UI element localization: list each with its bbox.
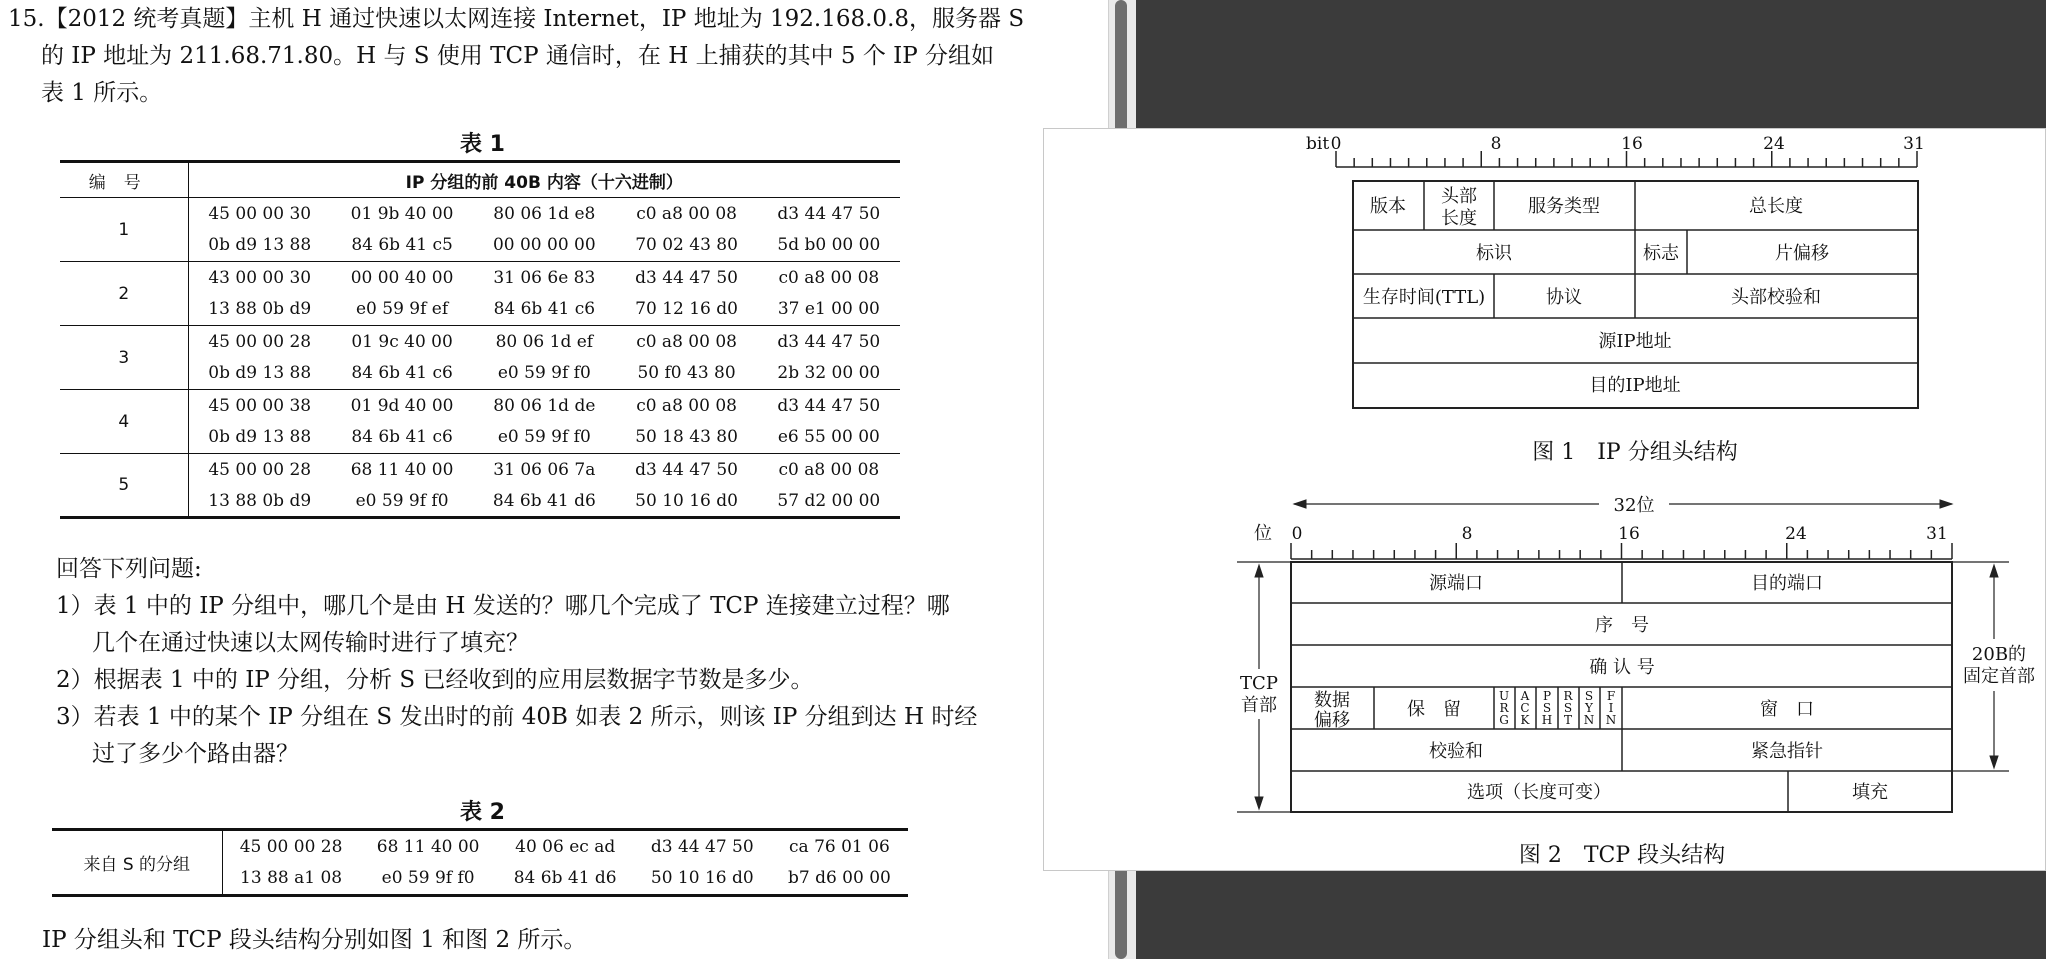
table1-row-num: 3 (60, 326, 188, 390)
fig2-flag-fin: F I N (1605, 689, 1617, 727)
hex-cell: 00 00 00 00 (473, 230, 615, 262)
hex-cell: 45 00 00 28 (208, 459, 312, 480)
fig2-flag-ack: A C K (1520, 689, 1530, 727)
fig1-field-identification: 标识 (1476, 243, 1512, 264)
table2-source-label: 来自 S 的分组 (52, 830, 222, 896)
table2 (52, 828, 908, 897)
question-3-line-2: 过了多少个路由器？ (92, 741, 299, 767)
fig2-left-label-1: TCP (1240, 673, 1278, 694)
fig1-field-ihl-2: 长度 (1441, 208, 1477, 229)
fig2-caption: 图 2 TCP 段头结构 (1518, 843, 1726, 868)
fig1-tick-label: 8 (1490, 134, 1502, 154)
fig1-field-flags: 标志 (1643, 243, 1679, 264)
hex-cell: 84 6b 41 c6 (473, 294, 615, 326)
hex-cell: 2b 32 00 00 (758, 358, 900, 390)
hex-cell: 84 6b 41 d6 (513, 868, 617, 889)
question-2: 2）根据表 1 中的 IP 分组，分析 S 已经收到的应用层数据字节数是多少。 (56, 667, 814, 693)
figures-svg (1044, 129, 2046, 872)
hex-cell: 80 06 1d ef (495, 331, 594, 352)
hex-cell: 80 06 1d e8 (493, 203, 596, 224)
fig2-tick-label: 0 (1291, 524, 1303, 544)
table1-header-content: IP 分组的前 40B 内容（十六进制） (188, 162, 900, 198)
fig2-tick-label: 16 (1618, 524, 1640, 544)
fig2-field-ack: 确 认 号 (1589, 657, 1655, 678)
fig2-width-label: 32位 (1613, 495, 1655, 516)
fig2-flag-urg: U R G (1498, 689, 1510, 727)
hex-cell: 68 11 40 00 (350, 459, 454, 480)
hex-cell: c0 a8 00 08 (778, 459, 880, 480)
hex-cell: d3 44 47 50 (777, 203, 881, 224)
question-3-line-1: 3）若表 1 中的某个 IP 分组在 S 发出时的前 40B 如表 2 所示，则该 IP 分组到达 H 时经 (56, 704, 978, 730)
fig1-field-protocol: 协议 (1546, 287, 1582, 308)
hex-cell: d3 44 47 50 (635, 459, 738, 480)
question-intro (8, 1, 1025, 112)
table1 (60, 160, 900, 519)
fig2-left-arrowhead-bottom (1255, 797, 1263, 809)
hex-cell: c0 a8 00 08 (636, 203, 737, 224)
hex-cell: 01 9b 40 00 (350, 203, 454, 224)
hex-cell: 45 00 00 28 (239, 836, 343, 857)
fig1-field-tos: 服务类型 (1528, 196, 1600, 217)
hex-cell: 70 12 16 d0 (615, 294, 757, 326)
hex-cell: ca 76 01 06 (789, 836, 890, 857)
table1-row-num: 5 (60, 454, 188, 518)
hex-cell: 84 6b 41 c6 (331, 358, 473, 390)
fig1-field-checksum: 头部校验和 (1731, 287, 1821, 308)
table1-row-num: 4 (60, 390, 188, 454)
question-line-2: 的 IP 地址为 211.68.71.80。H 与 S 使用 TCP 通信时，在 H 上捕获的其中 5 个 IP 分组如 (41, 43, 995, 69)
fig2-flag-psh: P S H (1541, 689, 1553, 727)
hex-cell: 84 6b 41 c6 (331, 422, 473, 454)
hex-cell: 84 6b 41 c5 (331, 230, 473, 262)
fig2-bit-ruler (1291, 543, 1952, 559)
answer-prompt: 回答下列问题: (56, 556, 202, 582)
fig1-tick-label: 0 (1330, 134, 1342, 154)
hex-cell: c0 a8 00 08 (778, 267, 880, 288)
hex-cell: e0 59 9f f0 (355, 490, 449, 511)
fig2-field-padding: 填充 (1852, 782, 1888, 803)
hex-cell: 84 6b 41 d6 (492, 490, 596, 511)
hex-cell: 80 06 1d de (493, 395, 596, 416)
hex-cell: 0b d9 13 88 (188, 422, 331, 454)
hex-cell: 45 00 00 30 (208, 203, 312, 224)
fig2-field-checksum: 校验和 (1429, 741, 1483, 762)
fig2-field-dst-port: 目的端口 (1751, 573, 1823, 594)
question-line-1: 15.【2012 统考真题】主机 H 通过快速以太网连接 Internet，IP 地址为 192.168.0.8，服务器 S (8, 6, 1025, 32)
fig2-arrowhead-right (1940, 500, 1952, 508)
hex-cell: 37 e1 00 00 (758, 294, 900, 326)
fig1-bit-label: bit (1306, 134, 1330, 154)
fig1-tick-label: 24 (1763, 134, 1785, 154)
hex-cell: 13 88 0b d9 (208, 490, 312, 511)
hex-cell: 70 02 43 80 (615, 230, 757, 262)
fig2-bit-label: 位 (1254, 523, 1272, 544)
tcp-header-figure (1236, 495, 2039, 868)
fig2-field-window: 窗 口 (1760, 699, 1814, 720)
fig1-tick-label: 16 (1621, 134, 1643, 154)
fig2-tick-label: 8 (1461, 524, 1473, 544)
fig1-caption: 图 1 IP 分组头结构 (1532, 440, 1738, 465)
fig2-arrowhead-left (1294, 500, 1306, 508)
fig2-tick-label: 31 (1926, 524, 1948, 544)
hex-cell: 45 00 00 38 (208, 395, 312, 416)
question-1-line-2: 几个在通过快速以太网传输时进行了填充？ (92, 630, 529, 656)
table1-row-num: 2 (60, 262, 188, 326)
hex-cell: 0b d9 13 88 (188, 230, 331, 262)
hex-cell: 50 10 16 d0 (650, 868, 754, 889)
hex-cell: d3 44 47 50 (635, 267, 738, 288)
hex-cell: 13 88 a1 08 (240, 868, 343, 889)
table2-caption: 表 2 (460, 800, 505, 825)
hex-cell: 31 06 06 7a (493, 459, 596, 480)
question-1-line-1: 1）表 1 中的 IP 分组中，哪几个是由 H 发送的？哪几个完成了 TCP 连接建立过程？哪 (56, 593, 950, 619)
fig2-field-seq: 序 号 (1595, 615, 1649, 636)
hex-cell: 50 10 16 d0 (635, 490, 738, 511)
fig1-bit-ruler (1336, 151, 1917, 167)
hex-cell: 0b d9 13 88 (188, 358, 331, 390)
fig2-right-label-2: 固定首部 (1963, 666, 2035, 687)
fig1-field-fragment-offset: 片偏移 (1775, 243, 1829, 264)
hex-cell: e0 59 9f f0 (473, 422, 615, 454)
table1-header-num: 编号 (60, 162, 188, 198)
hex-cell: d3 44 47 50 (650, 836, 754, 857)
hex-cell: c0 a8 00 08 (636, 395, 737, 416)
fig1-field-ihl-1: 头部 (1441, 186, 1477, 207)
hex-cell: 40 06 ec ad (515, 836, 616, 857)
fig2-field-data-offset-2: 偏移 (1314, 710, 1350, 731)
fig1-field-version: 版本 (1370, 196, 1406, 217)
fig1-tick-label: 31 (1903, 134, 1925, 154)
hex-cell: 50 f0 43 80 (615, 358, 757, 390)
fig1-field-ttl: 生存时间(TTL) (1362, 287, 1486, 308)
fig1-field-dst-ip: 目的IP地址 (1589, 375, 1681, 396)
hex-cell: d3 44 47 50 (777, 395, 881, 416)
hex-cell: b7 d6 00 00 (787, 868, 891, 889)
hex-cell: 13 88 0b d9 (188, 294, 331, 326)
fig2-right-arrowhead-top (1990, 565, 1998, 577)
hex-cell: 43 00 00 30 (208, 267, 312, 288)
hex-cell: 5d b0 00 00 (758, 230, 900, 262)
fig2-right-label-1: 20B的 (1971, 644, 2027, 665)
hex-cell: 01 9c 40 00 (351, 331, 453, 352)
hex-cell: 57 d2 00 00 (777, 490, 881, 511)
table1-row-num: 1 (60, 198, 188, 262)
fig2-flag-syn: S Y N (1583, 689, 1595, 727)
fig2-left-label-2: 首部 (1241, 695, 1277, 716)
footer-sentence: IP 分组头和 TCP 段头结构分别如图 1 和图 2 所示。 (42, 927, 587, 953)
fig1-field-total-length: 总长度 (1749, 196, 1803, 217)
fig2-field-reserved: 保 留 (1407, 699, 1461, 720)
table1-caption: 表 1 (460, 132, 505, 157)
hex-cell: 50 18 43 80 (615, 422, 757, 454)
fig2-field-urgent: 紧急指针 (1751, 741, 1823, 762)
hex-cell: e0 59 9f ef (331, 294, 473, 326)
ip-header-figure (1306, 134, 1925, 465)
hex-cell: 00 00 40 00 (350, 267, 454, 288)
hex-cell: e0 59 9f f0 (381, 868, 475, 889)
fig2-left-arrowhead-top (1255, 565, 1263, 577)
hex-cell: c0 a8 00 08 (636, 331, 737, 352)
hex-cell: 31 06 6e 83 (493, 267, 596, 288)
hex-cell: 01 9d 40 00 (350, 395, 454, 416)
hex-cell: e0 59 9f f0 (473, 358, 615, 390)
figure-page (1043, 128, 2046, 871)
hex-cell: d3 44 47 50 (777, 331, 881, 352)
hex-cell: 68 11 40 00 (376, 836, 480, 857)
hex-cell: e6 55 00 00 (758, 422, 900, 454)
fig2-field-src-port: 源端口 (1429, 573, 1483, 594)
hex-cell: 45 00 00 28 (208, 331, 312, 352)
fig2-field-options: 选项（长度可变） (1467, 782, 1611, 803)
fig2-tick-label: 24 (1785, 524, 1807, 544)
fig2-flag-rst: R S T (1563, 689, 1573, 727)
fig2-right-arrowhead-bottom (1990, 756, 1998, 768)
fig1-field-src-ip: 源IP地址 (1598, 331, 1672, 352)
question-line-3: 表 1 所示。 (41, 80, 163, 106)
fig2-field-data-offset-1: 数据 (1314, 690, 1350, 711)
